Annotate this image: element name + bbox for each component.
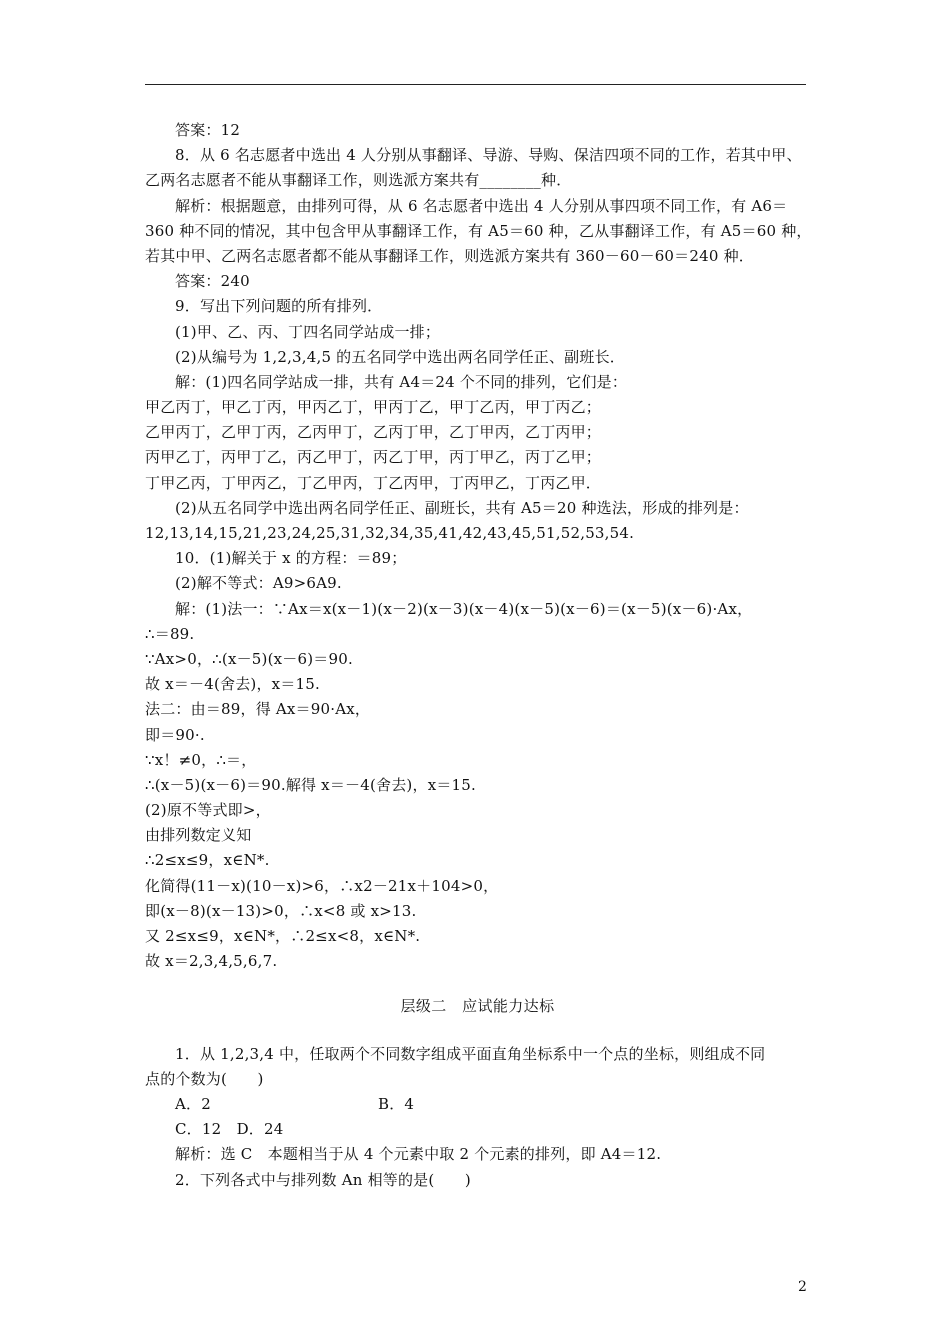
problem-9-title: 9．写出下列问题的所有排列．: [175, 297, 383, 316]
page-number: 2: [798, 1279, 807, 1295]
question-1-line-2: 点的个数为( ): [145, 1069, 264, 1088]
solution-10-step-3: ∵Ax>0，∴(x－5)(x－6)＝90.: [145, 649, 353, 668]
analysis-8-line-1: 解析：根据题意，由排列可得，从 6 名志愿者中选出 4 人分别从事四项不同工作，有 A6＝: [175, 196, 788, 215]
problem-8-line-1: 8．从 6 名志愿者中选出 4 人分别从事翻译、导游、导购、保洁四项不同的工作，若其中甲、: [175, 146, 802, 165]
answer-7: 答案：12: [175, 121, 241, 139]
solution-10-step-4: 故 x＝－4(舍去)，x＝15.: [145, 675, 320, 694]
problem-8-line-2: 乙两名志愿者不能从事翻译工作，则选派方案共有________种．: [145, 171, 572, 190]
analysis-8-line-2: 360 种不同的情况，其中包含甲从事翻译工作，有 A5＝60 种，乙从事翻译工作，有 A5＝60 种，: [145, 221, 812, 240]
header-rule: [145, 84, 806, 85]
question-1-analysis: 解析：选 C 本题相当于从 4 个元素中取 2 个元素的排列，即 A4＝12.: [175, 1145, 662, 1164]
solution-10-part-2-step-1: (2)原不等式即>，: [145, 801, 271, 820]
solution-10-step-1: 解：(1)法一：∵Ax＝x(x－1)(x－2)(x－3)(x－4)(x－5)(x－6)＝(x－5)(x－6)·Ax，: [175, 599, 753, 618]
solution-10-part-2-step-2: 由排列数定义知: [145, 826, 252, 845]
solution-10-step-5: 即＝90·.: [145, 725, 205, 744]
option-a: A．2: [175, 1094, 211, 1113]
option-b: B．4: [378, 1094, 415, 1113]
solution-9-part-2: (2)从五名同学中选出两名同学任正、副班长，共有 A5＝20 种选法，形成的排列是：: [175, 498, 749, 517]
document-body: [145, 118, 810, 1193]
solution-10-step-2: ∴＝89.: [145, 624, 195, 643]
permutations-row-2: 乙甲丙丁，乙甲丁丙，乙丙甲丁，乙丙丁甲，乙丁甲丙，乙丁丙甲；: [145, 423, 602, 442]
question-1-line-1: 1．从 1,2,3,4 中，任取两个不同数字组成平面直角坐标系中一个点的坐标，则组成不同: [175, 1044, 766, 1063]
question-1-options-ab: [145, 1092, 810, 1117]
permutations-row-1: 甲乙丙丁，甲乙丁丙，甲丙乙丁，甲丙丁乙，甲丁乙丙，甲丁丙乙；: [145, 398, 602, 417]
problem-9-part-2: (2)从编号为 1,2,3,4,5 的五名同学中选出两名同学任正、副班长．: [175, 347, 625, 366]
solution-10-part-2-step-5: 即(x－8)(x－13)>0，∴x<8 或 x>13.: [145, 901, 417, 920]
question-1-options-cd: C．12 D．24: [175, 1120, 284, 1139]
solution-10-part-2-step-6: 又 2≤x≤9，x∈N*，∴2≤x<8，x∈N*.: [145, 927, 421, 945]
solution-10-step-7: ∴(x－5)(x－6)＝90.解得 x＝－4(舍去)，x＝15.: [145, 775, 477, 794]
solution-9-list: 12,13,14,15,21,23,24,25,31,32,34,35,41,42,43,45,51,52,53,54.: [145, 524, 635, 542]
problem-9-part-1: (1)甲、乙、丙、丁四名同学站成一排；: [175, 322, 441, 341]
section-heading: 层级二 应试能力达标: [400, 997, 555, 1016]
analysis-8-line-3: 若其中甲、乙两名志愿者都不能从事翻译工作，则选派方案共有 360－60－60＝240 种．: [145, 246, 754, 265]
solution-10-method-2: 法二：由＝89，得 Ax＝90·Ax，: [145, 700, 371, 719]
question-2-line: 2．下列各式中与排列数 An 相等的是( ): [175, 1170, 471, 1189]
permutations-row-4: 丁甲乙丙，丁甲丙乙，丁乙甲丙，丁乙丙甲，丁丙甲乙，丁丙乙甲．: [145, 473, 602, 492]
permutations-row-3: 丙甲乙丁，丙甲丁乙，丙乙甲丁，丙乙丁甲，丙丁甲乙，丙丁乙甲；: [145, 448, 602, 467]
solution-10-part-2-step-3: ∴2≤x≤9，x∈N*.: [145, 851, 270, 870]
answer-8: 答案：240: [175, 272, 250, 291]
problem-10-part-1: 10．(1)解关于 x 的方程：＝89；: [175, 549, 407, 568]
problem-10-part-2: (2)解不等式：A9>6A9.: [175, 574, 342, 593]
solution-10-part-2-result: 故 x＝2,3,4,5,6,7.: [145, 952, 278, 971]
solution-9-intro: 解：(1)四名同学站成一排，共有 A4＝24 个不同的排列，它们是：: [175, 372, 628, 391]
solution-10-part-2-step-4: 化简得(11－x)(10－x)>6，∴x2－21x＋104>0，: [145, 876, 499, 895]
solution-10-step-6: ∵x！≠0，∴＝，: [145, 750, 257, 769]
